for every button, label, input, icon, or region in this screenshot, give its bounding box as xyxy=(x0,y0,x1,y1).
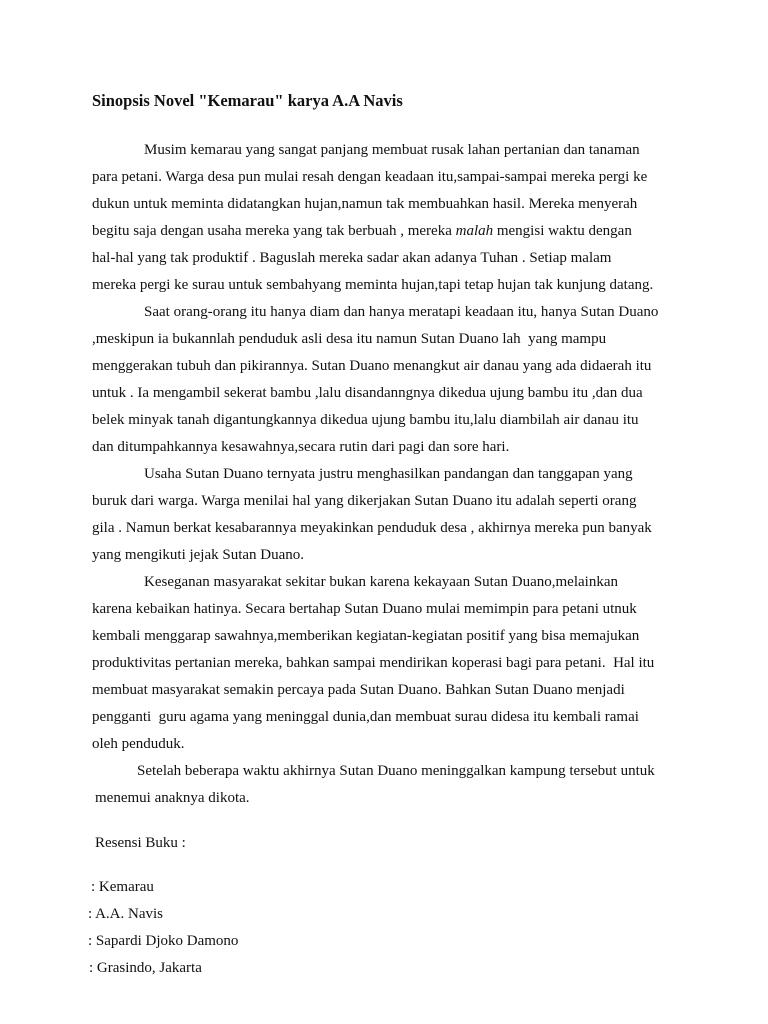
paragraph-line: buruk dari warga. Warga menilai hal yang dikerjakan Sutan Duano itu adalah seperti orang xyxy=(92,493,637,509)
paragraph-line: menggerakan tubuh dan pikirannya. Sutan Duano menangkut air danau yang ada didaerah itu xyxy=(92,358,652,374)
paragraph-line: Saat orang-orang itu hanya diam dan hanya meratapi keadaan itu, hanya Sutan Duano xyxy=(144,304,659,320)
paragraph-line: mereka pergi ke surau untuk sembahyang meminta hujan,tapi tetap hujan tak kunjung datang. xyxy=(92,277,654,293)
paragraph-line: kembali menggarap sawahnya,memberikan kegiatan-kegiatan positif yang bisa memajukan xyxy=(92,628,640,644)
paragraph-line: pengganti guru agama yang meninggal dunia,dan membuat surau didesa itu kembali ramai xyxy=(92,709,639,725)
paragraph-line: belek minyak tanah digantungkannya dikedua ujung bambu itu,lalu diambilah air danau itu xyxy=(92,412,639,428)
document-title: Sinopsis Novel "Kemarau" karya A.A Navis xyxy=(92,91,403,110)
emphasized-word: malah xyxy=(455,223,494,239)
paragraph-line: dukun untuk meminta didatangkan hujan,namun tak membuahkan hasil. Mereka menyerah xyxy=(92,196,638,212)
paragraph-line: Usaha Sutan Duano ternyata justru menghasilkan pandangan dan tanggapan yang xyxy=(144,466,633,482)
field-author: : A.A. Navis xyxy=(88,906,163,922)
paragraph-line: produktivitas pertanian mereka, bahkan sampai mendirikan koperasi bagi para petani. Hal itu xyxy=(92,655,655,671)
resensi-heading: Resensi Buku : xyxy=(95,835,186,851)
paragraph-line: menemui anaknya dikota. xyxy=(95,790,250,806)
paragraph-line: karena kebaikan hatinya. Secara bertahap Sutan Duano mulai memimpin para petani utnuk xyxy=(92,601,637,617)
paragraph-line: membuat masyarakat semakin percaya pada Sutan Duano. Bahkan Sutan Duano menjadi xyxy=(92,682,625,698)
paragraph-line: Keseganan masyarakat sekitar bukan karena kekayaan Sutan Duano,melainkan xyxy=(144,574,618,590)
text-segment: mengisi waktu dengan xyxy=(493,223,632,239)
paragraph-line: hal-hal yang tak produktif . Baguslah mereka sadar akan adanya Tuhan . Setiap malam xyxy=(92,250,612,266)
field-publisher: : Grasindo, Jakarta xyxy=(89,960,202,976)
paragraph-line: para petani. Warga desa pun mulai resah dengan keadaan itu,sampai-sampai mereka pergi ke xyxy=(92,169,648,185)
paragraph-line: ,meskipun ia bukannlah penduduk asli desa itu namun Sutan Duano lah yang mampu xyxy=(92,331,607,347)
text-segment: begitu saja dengan usaha mereka yang tak berbuah , mereka xyxy=(92,223,456,239)
paragraph-line: gila . Namun berkat kesabarannya meyakinkan penduduk desa , akhirnya mereka pun banyak xyxy=(92,520,652,536)
paragraph-line: Setelah beberapa waktu akhirnya Sutan Duano meninggalkan kampung tersebut untuk xyxy=(137,763,655,779)
paragraph-line: dan ditumpahkannya kesawahnya,secara rutin dari pagi dan sore hari. xyxy=(92,439,510,455)
field-title: : Kemarau xyxy=(91,879,154,895)
paragraph-line: untuk . Ia mengambil sekerat bambu ,lalu disandanngnya dikedua ujung bambu itu ,dan dua xyxy=(92,385,643,401)
field-editor: : Sapardi Djoko Damono xyxy=(88,933,239,949)
paragraph-line: oleh penduduk. xyxy=(92,736,185,752)
paragraph-line: Musim kemarau yang sangat panjang membuat rusak lahan pertanian dan tanaman xyxy=(144,142,640,158)
paragraph-line: yang mengikuti jejak Sutan Duano. xyxy=(92,547,305,563)
paragraph-line xyxy=(92,221,632,241)
